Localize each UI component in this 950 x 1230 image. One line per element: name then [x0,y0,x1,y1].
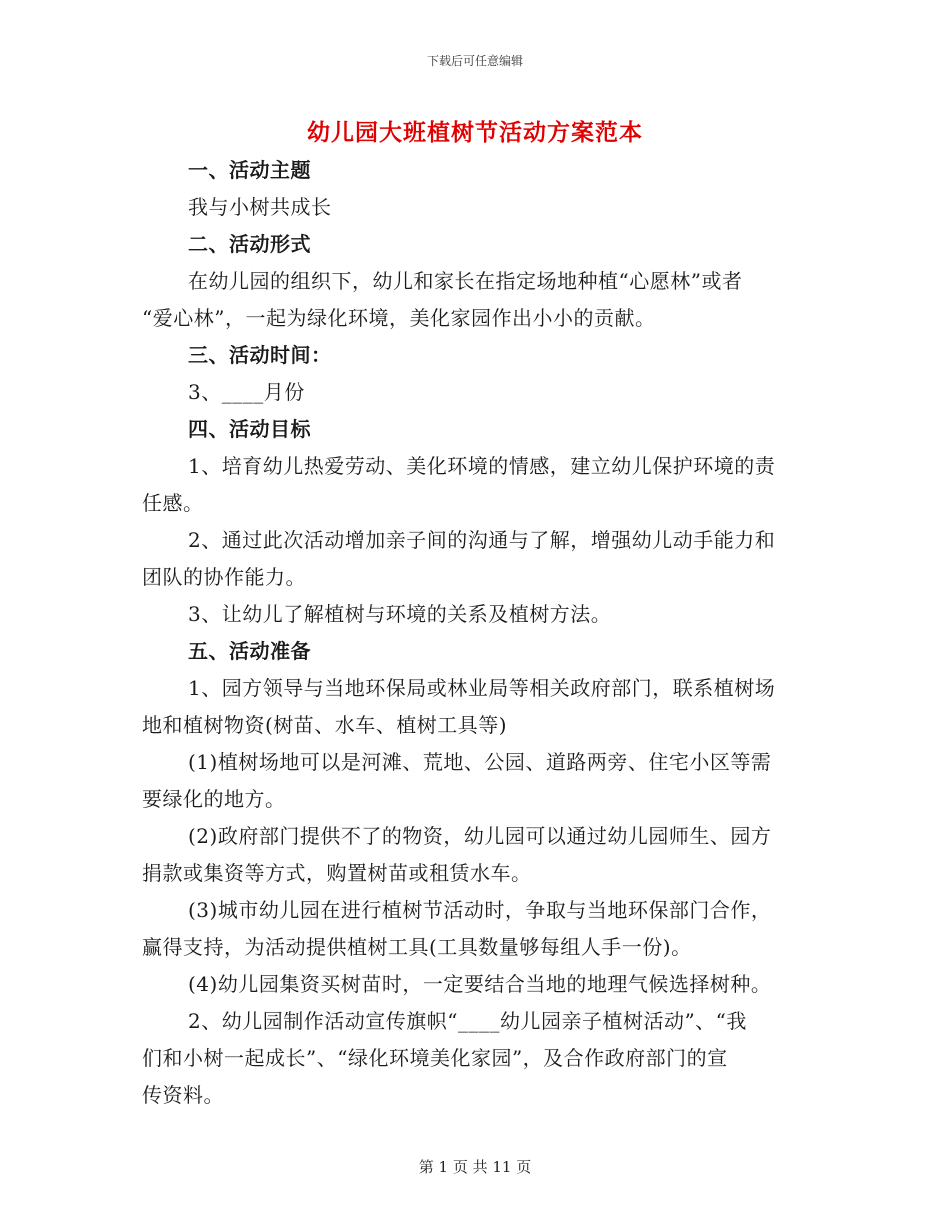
paragraph-line: 3、____月份 [188,380,305,404]
paragraph-line: 1、园方领导与当地环保局或林业局等相关政府部门，联系植树场 [188,676,776,700]
document-title: 幼儿园大班植树节活动方案范本 [307,119,643,146]
paragraph-line: (1)植树场地可以是河滩、荒地、公园、道路两旁、住宅小区等需 [188,750,772,774]
paragraph-line: 3、让幼儿了解植树与环境的关系及植树方法。 [188,602,612,626]
header-note: 下载后可任意编辑 [426,54,523,68]
paragraph-line: 捐款或集资等方式，购置树苗或租赁水车。 [142,861,532,885]
section-heading-5: 五、活动准备 [188,639,311,663]
section-heading-2: 二、活动形式 [188,232,311,256]
paragraph-line: 赢得支持，为活动提供植树工具(工具数量够每组人手一份)。 [142,935,692,959]
paragraph-line: (4)幼儿园集资买树苗时，一定要结合当地的地理气候选择树种。 [188,972,772,996]
paragraph-line: 要绿化的地方。 [142,787,286,811]
paragraph-line: 我与小树共成长 [188,195,332,219]
paragraph-line: 任感。 [142,491,204,515]
paragraph-line: (2)政府部门提供不了的物资，幼儿园可以通过幼儿园师生、园方 [188,824,772,848]
section-heading-1: 一、活动主题 [188,158,311,182]
paragraph-line: 1、培育幼儿热爱劳动、美化环境的情感，建立幼儿保护环境的责 [188,454,776,478]
section-heading-4: 四、活动目标 [188,417,311,441]
paragraph-line: 2、通过此次活动增加亲子间的沟通与了解，增强幼儿动手能力和 [188,528,776,552]
paragraph-line: 传资料。 [142,1083,224,1107]
paragraph-line: (3)城市幼儿园在进行植树节活动时，争取与当地环保部门合作， [188,898,772,922]
paragraph-line: 地和植树物资(树苗、水车、植树工具等) [142,713,508,737]
paragraph-line: 在幼儿园的组织下，幼儿和家长在指定场地种植“心愿林”或者 [188,269,743,293]
paragraph-line: 2、幼儿园制作活动宣传旗帜“____幼儿园亲子植树活动”、“我 [188,1009,747,1033]
paragraph-line: “爱心林”，一起为绿化环境，美化家园作出小小的贡献。 [142,306,656,330]
section-heading-3: 三、活动时间： [188,343,332,367]
paragraph-line: 团队的协作能力。 [142,565,306,589]
page-footer: 第 1 页 共 11 页 [418,1158,532,1176]
paragraph-line: 们和小树一起成长”、“绿化环境美化家园”，及合作政府部门的宣 [142,1046,728,1070]
